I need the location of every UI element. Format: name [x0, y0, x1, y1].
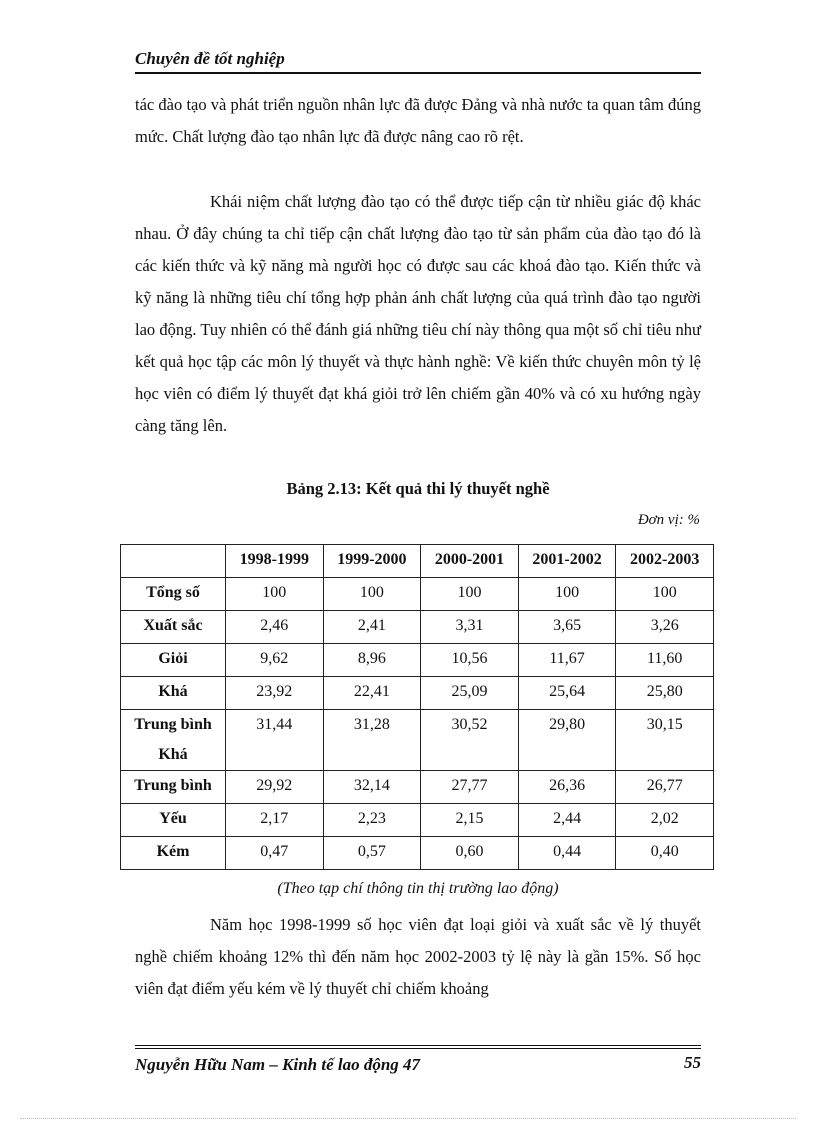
table-row [121, 611, 714, 644]
table-cell: 11,60 [616, 644, 714, 677]
table-cell: 2,02 [616, 804, 714, 837]
table-cell: 25,80 [616, 677, 714, 710]
table-source: (Theo tạp chí thông tin thị trường lao động) [277, 880, 559, 897]
table-cell: 3,31 [421, 611, 519, 644]
paragraph-1: tác đào tạo và phát triển nguồn nhân lực đã được Đảng và nhà nước ta quan tâm đúng mức. Chất lượng đào tạo nhân lực đã được nâng cao rõ rệt. [135, 95, 701, 146]
table-cell: 23,92 [226, 677, 324, 710]
footer-author: Nguyễn Hữu Nam – Kinh tế lao động 47 [135, 1055, 421, 1074]
table-cell: 30,52 [421, 710, 519, 771]
table-row [121, 804, 714, 837]
row-label: Tổng số [121, 578, 226, 611]
table-cell: 25,09 [421, 677, 519, 710]
table-cell: 2,17 [226, 804, 324, 837]
table-cell: 29,92 [226, 771, 324, 804]
table-cell: 0,60 [421, 837, 519, 870]
table-cell: 100 [518, 578, 616, 611]
row-label: Yếu [121, 804, 226, 837]
footer-divider [135, 1045, 701, 1049]
row-label: Trung bình [121, 771, 226, 804]
table-cell: 30,15 [616, 710, 714, 771]
page-header-title: Chuyên đề tốt nghiệp [135, 49, 701, 74]
table-cell: 26,77 [616, 771, 714, 804]
table-cell: 3,65 [518, 611, 616, 644]
table-cell: 31,44 [226, 710, 324, 771]
table-cell: 8,96 [323, 644, 421, 677]
table-cell: 100 [616, 578, 714, 611]
table-row [121, 644, 714, 677]
table-cell: 9,62 [226, 644, 324, 677]
table-cell: 2,44 [518, 804, 616, 837]
table-cell: 10,56 [421, 644, 519, 677]
column-header: 2000-2001 [421, 545, 519, 578]
table-cell: 100 [421, 578, 519, 611]
table-header-row [121, 545, 714, 578]
paragraph-2: Khái niệm chất lượng đào tạo có thể được tiếp cận từ nhiều giác độ khác nhau. Ở đây chúng ta chỉ tiếp cận chất lượng đào tạo từ sản phẩm của đào tạo đó là các kiến thức và kỹ năng mà người học có được sau các khoá đào tạo. Kiến thức và kỹ năng là những tiêu chí tổng hợp phản ánh chất lượng của quá trình đào tạo người lao động. Tuy nhiên có thể đánh giá những tiêu chí này thông qua một số chỉ tiêu như kết quả học tập các môn lý thuyết và thực hành nghề: Về kiến thức chuyên môn tỷ lệ học viên có điểm lý thuyết đạt khá giỏi trở lên chiếm gần 40% và có xu hướng ngày càng tăng lên. [135, 192, 701, 435]
table-cell: 32,14 [323, 771, 421, 804]
table-cell: 31,28 [323, 710, 421, 771]
table-cell: 22,41 [323, 677, 421, 710]
table-cell: 2,46 [226, 611, 324, 644]
table-cell: 25,64 [518, 677, 616, 710]
table-cell: 100 [323, 578, 421, 611]
row-label: Giỏi [121, 644, 226, 677]
table-cell: 100 [226, 578, 324, 611]
row-label: Xuất sắc [121, 611, 226, 644]
table-cell: 2,23 [323, 804, 421, 837]
row-label: Kém [121, 837, 226, 870]
exam-results-table [120, 544, 714, 870]
page-number: 55 [684, 1053, 701, 1072]
column-header: 1998-1999 [226, 545, 324, 578]
table-unit: Đơn vị: % [637, 512, 700, 528]
table-cell: 29,80 [518, 710, 616, 771]
table-cell: 0,47 [226, 837, 324, 870]
column-header: 1999-2000 [323, 545, 421, 578]
paragraph-3: Năm học 1998-1999 số học viên đạt loại giỏi và xuất sắc về lý thuyết nghề chiếm khoảng 12% thì đến năm học 2002-2003 tỷ lệ này là gần 15%. Số học viên đạt điểm yếu kém về lý thuyết chỉ chiếm khoảng [135, 915, 701, 998]
row-label: Trung bình Khá [121, 710, 226, 771]
table-cell: 11,67 [518, 644, 616, 677]
row-label: Khá [121, 677, 226, 710]
table-cell: 2,41 [323, 611, 421, 644]
table-cell: 2,15 [421, 804, 519, 837]
table-row [121, 837, 714, 870]
table-row [121, 578, 714, 611]
table-body [121, 578, 714, 870]
table-row [121, 771, 714, 804]
table-row [121, 677, 714, 710]
table-cell: 27,77 [421, 771, 519, 804]
column-header: 2002-2003 [616, 545, 714, 578]
table-cell: 0,44 [518, 837, 616, 870]
page-edge-divider [20, 1118, 796, 1119]
table-cell: 0,40 [616, 837, 714, 870]
table-caption: Bảng 2.13: Kết quả thi lý thuyết nghề [286, 479, 550, 498]
table-row [121, 710, 714, 771]
table-cell: 0,57 [323, 837, 421, 870]
table-cell: 26,36 [518, 771, 616, 804]
header-corner-cell [121, 545, 226, 578]
column-header: 2001-2002 [518, 545, 616, 578]
table-cell: 3,26 [616, 611, 714, 644]
